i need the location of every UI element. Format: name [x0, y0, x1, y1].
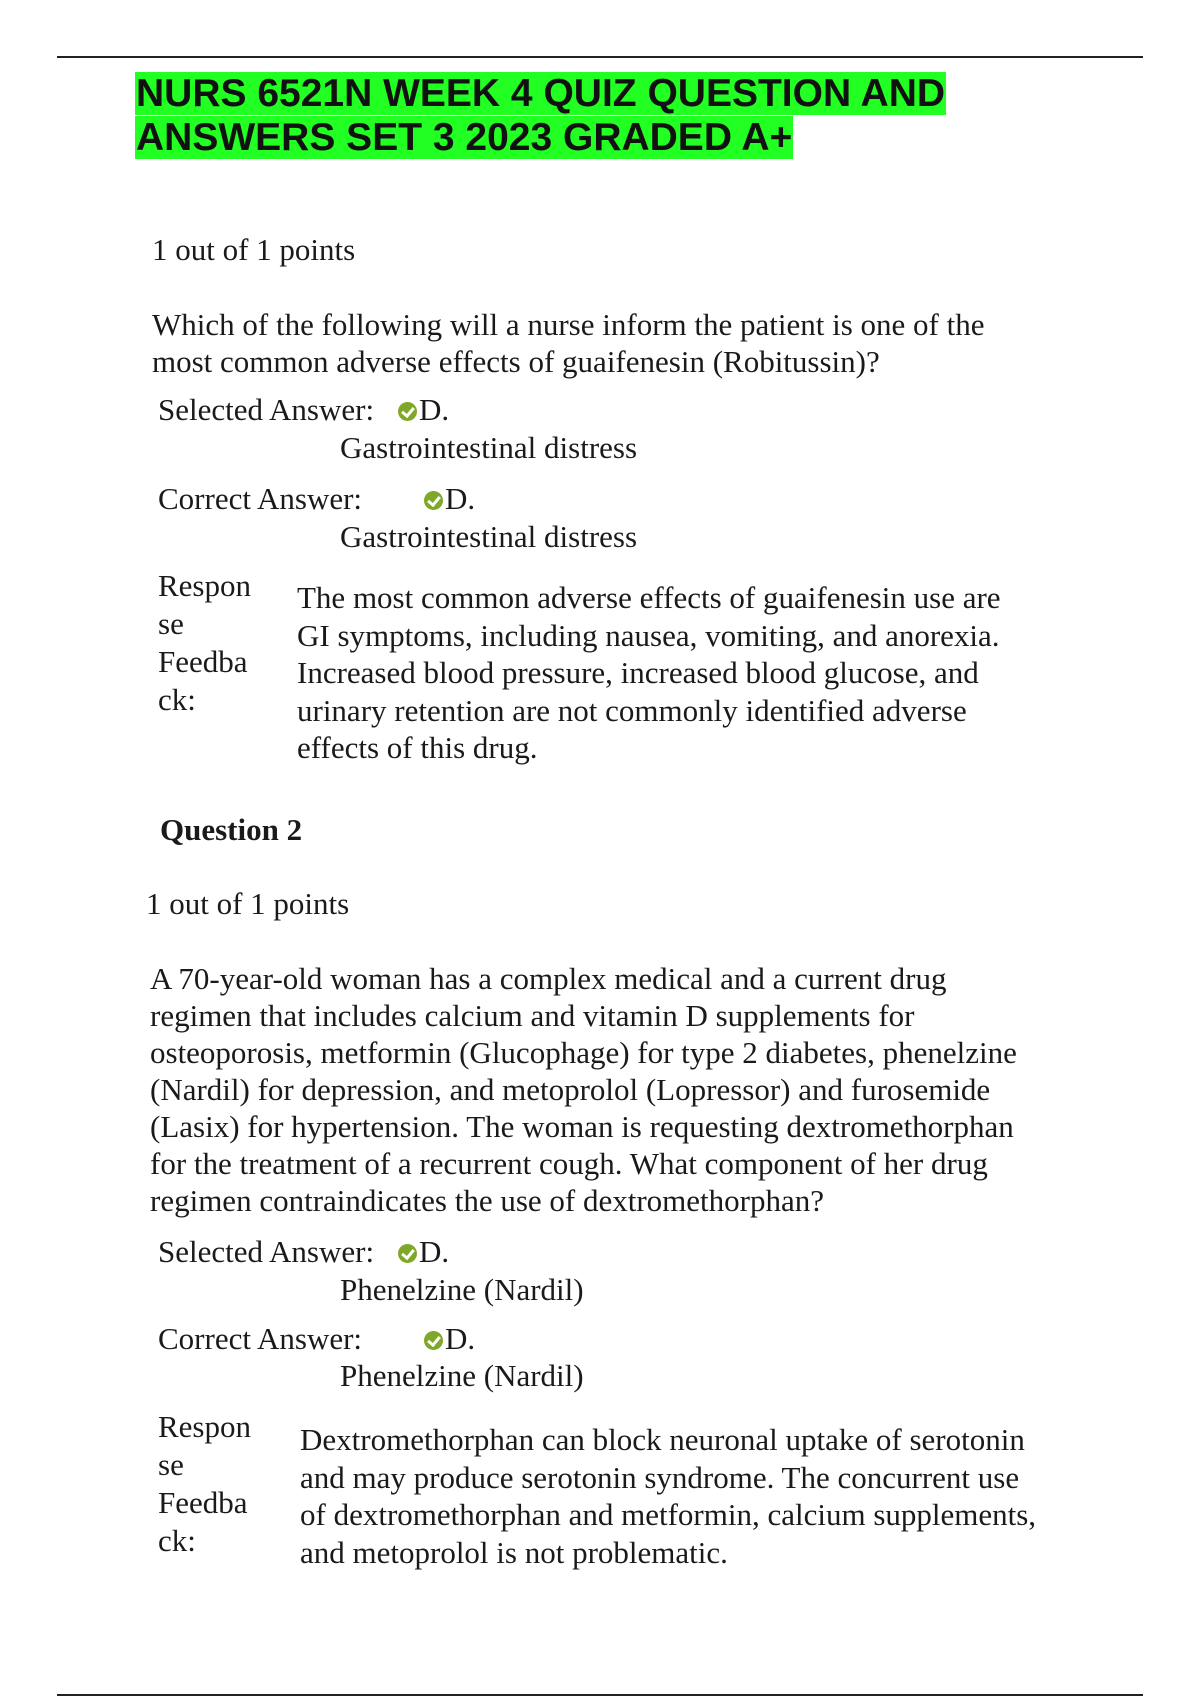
- q1-question-line: most common adverse effects of guaifenesin (Robitussin)?: [152, 344, 880, 379]
- q1-selected-answer-letter: D.: [398, 392, 449, 428]
- q2-question-line: (Nardil) for depression, and metoprolol (Lopressor) and furosemide: [150, 1072, 991, 1107]
- q1-feedback-line: Increased blood pressure, increased blood glucose, and: [297, 655, 979, 690]
- q1-question-text: [152, 306, 985, 380]
- q1-feedback-line: GI symptoms, including nausea, vomiting, and anorexia.: [297, 617, 1000, 653]
- q2-question-line: A 70-year-old woman has a complex medical and a current drug: [150, 961, 947, 996]
- q2-heading: Question 2: [160, 812, 303, 847]
- correct-check-icon: [424, 491, 443, 510]
- q2-feedback-line: and metoprolol is not problematic.: [300, 1534, 728, 1570]
- correct-check-icon: [424, 1331, 443, 1350]
- q2-correct-answer-text: Phenelzine (Nardil): [340, 1358, 584, 1393]
- q1-correct-answer-text: Gastrointestinal distress: [340, 519, 638, 554]
- document-title: [135, 72, 946, 160]
- bottom-rule: [57, 1694, 1143, 1696]
- q2-selected-answer-label: Selected Answer:: [158, 1234, 375, 1269]
- q1-correct-answer-letter: D.: [424, 481, 475, 517]
- top-rule: [57, 56, 1143, 58]
- q1-points: 1 out of 1 points: [152, 232, 356, 267]
- q1-feedback-line: urinary retention are not commonly identified adverse: [297, 692, 967, 728]
- title-line-1: NURS 6521N WEEK 4 QUIZ QUESTION AND: [136, 72, 946, 115]
- q2-question-line: osteoporosis, metformin (Glucophage) for type 2 diabetes, phenelzine: [150, 1035, 1017, 1070]
- correct-check-icon: [398, 1244, 417, 1263]
- q2-points: 1 out of 1 points: [146, 886, 350, 921]
- q1-feedback-line: The most common adverse effects of guaifenesin use are: [297, 580, 1001, 615]
- q2-feedback-line: Dextromethorphan can block neuronal uptake of serotonin: [300, 1422, 1025, 1457]
- q2-feedback-line: and may produce serotonin syndrome. The concurrent use: [300, 1459, 1020, 1495]
- correct-check-icon: [398, 402, 417, 421]
- q1-selected-answer-text: Gastrointestinal distress: [340, 430, 638, 465]
- q1-correct-answer-label: Correct Answer:: [158, 481, 363, 516]
- q2-selected-answer-text: Phenelzine (Nardil): [340, 1272, 584, 1307]
- q1-feedback-label: Respon se Feedba ck:: [158, 568, 251, 717]
- q2-question-line: for the treatment of a recurrent cough. What component of her drug: [150, 1146, 988, 1181]
- q2-correct-answer-letter: D.: [424, 1321, 475, 1357]
- q1-selected-answer-label: Selected Answer:: [158, 392, 375, 427]
- q2-selected-answer-letter: D.: [398, 1234, 449, 1270]
- q2-feedback-line: of dextromethorphan and metformin, calcium supplements,: [300, 1497, 1037, 1532]
- q1-question-line: Which of the following will a nurse inform the patient is one of the: [152, 307, 985, 342]
- q2-feedback-text: [300, 1421, 1036, 1571]
- q2-question-text: [150, 960, 1017, 1219]
- title-line-2: ANSWERS SET 3 2023 GRADED A+: [136, 116, 793, 159]
- q2-correct-answer-label: Correct Answer:: [158, 1321, 363, 1356]
- q2-question-line: regimen contraindicates the use of dextromethorphan?: [150, 1183, 824, 1218]
- q2-question-line: regimen that includes calcium and vitamin D supplements for: [150, 998, 915, 1033]
- q2-feedback-label: Respon se Feedba ck:: [158, 1409, 251, 1558]
- q1-feedback-text: [297, 579, 1001, 767]
- q2-question-line: (Lasix) for hypertension. The woman is requesting dextromethorphan: [150, 1109, 1014, 1144]
- q1-feedback-line: effects of this drug.: [297, 730, 538, 765]
